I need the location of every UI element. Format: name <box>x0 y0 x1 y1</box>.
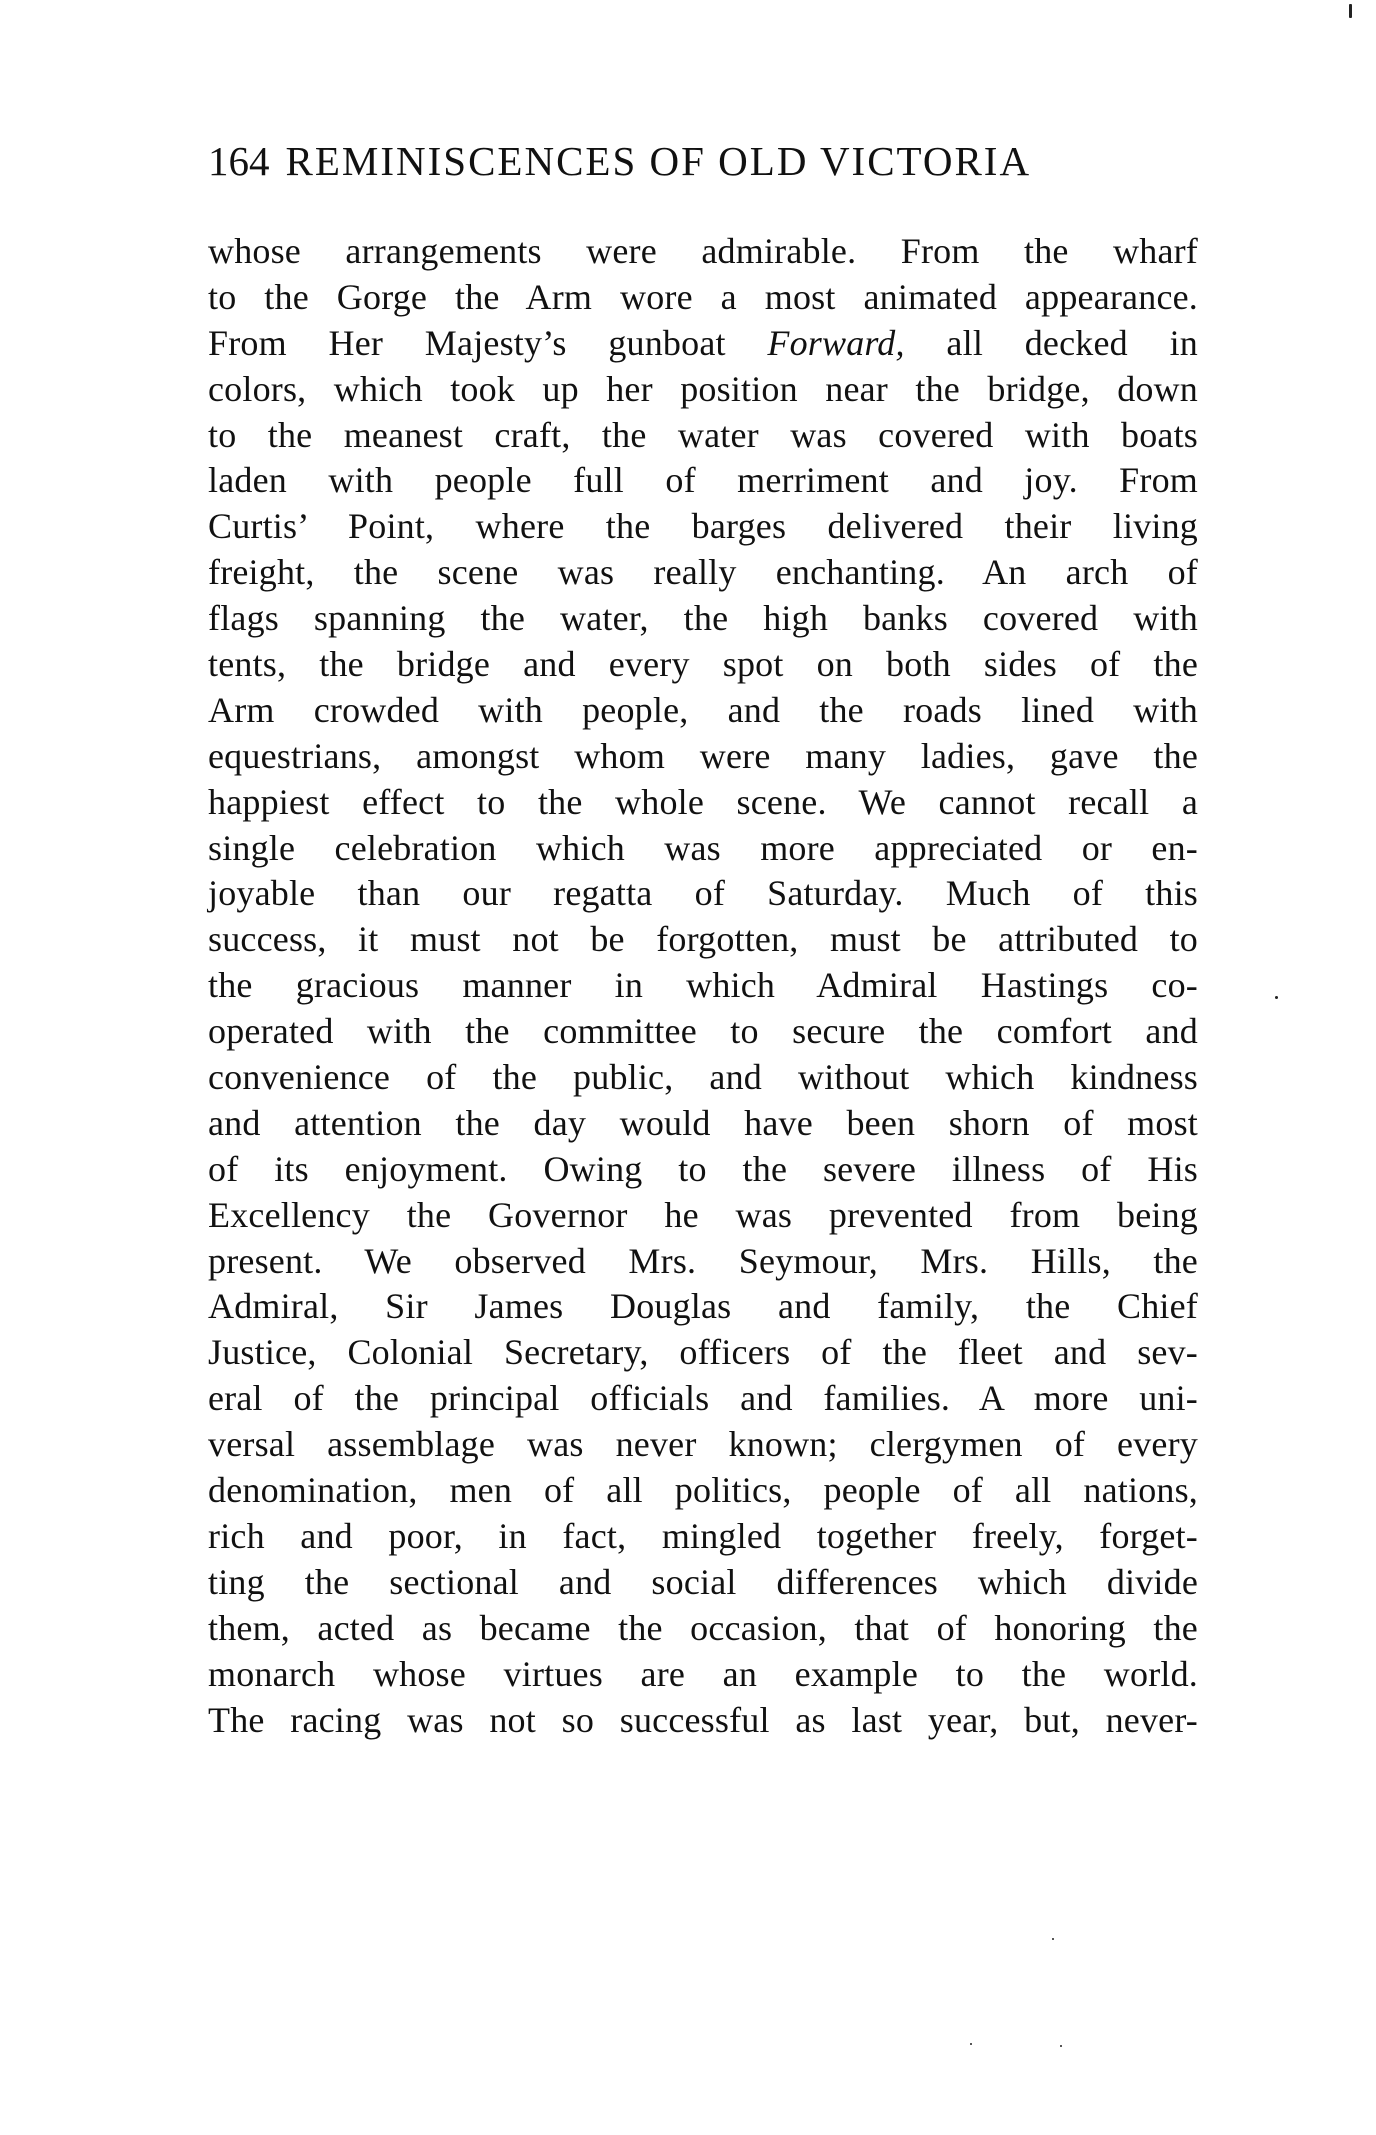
text-line: tents, the bridge and every spot on both sides of the <box>208 644 1198 685</box>
text-line: Arm crowded with people, and the roads lined with <box>208 689 1198 730</box>
text-line-segment: all decked in <box>904 322 1198 363</box>
text-line: convenience of the public, and without which kindness <box>208 1057 1198 1098</box>
text-line: them, acted as became the occasion, that of honoring the <box>208 1607 1198 1648</box>
text-line: Justice, Colonial Secretary, officers of the fleet and sev- <box>208 1332 1198 1373</box>
text-line: monarch whose virtues are an example to the world. <box>208 1653 1198 1694</box>
text-line: Excellency the Governor he was prevented from being <box>208 1194 1198 1235</box>
text-line: The racing was not so successful as last year, but, never- <box>208 1699 1198 1740</box>
scan-speck <box>1349 4 1352 18</box>
running-title: REMINISCENCES OF OLD VICTORIA <box>285 138 1032 184</box>
text-line: operated with the committee to secure the comfort and <box>208 1011 1198 1052</box>
text-line: whose arrangements were admirable. From the wharf <box>208 231 1198 271</box>
text-line: to the Gorge the Arm wore a most animated appearance. <box>208 276 1198 317</box>
text-line: colors, which took up her position near the bridge, down <box>208 368 1198 409</box>
text-line: and attention the day would have been shorn of most <box>208 1102 1198 1143</box>
scan-speck <box>1052 1938 1054 1940</box>
running-header <box>208 133 1198 189</box>
scan-speck <box>1060 2045 1062 2047</box>
text-line: success, it must not be forgotten, must be attributed to <box>208 919 1198 960</box>
text-line: versal assemblage was never known; clergymen of every <box>208 1424 1198 1465</box>
text-line: single celebration which was more appreciated or en- <box>208 827 1198 868</box>
text-line: denomination, men of all politics, people of all nations, <box>208 1470 1198 1511</box>
text-line: laden with people full of merriment and joy. From <box>208 460 1198 501</box>
text-line: of its enjoyment. Owing to the severe illness of His <box>208 1148 1198 1189</box>
scan-speck <box>1275 996 1278 999</box>
text-line: flags spanning the water, the high banks covered with <box>208 598 1198 639</box>
text-line: Curtis’ Point, where the barges delivered their living <box>208 506 1198 547</box>
text-line: joyable than our regatta of Saturday. Much of this <box>208 873 1198 914</box>
page-number: 164 <box>208 138 270 184</box>
text-line: ting the sectional and social differences which divide <box>208 1561 1198 1602</box>
text-line: rich and poor, in fact, mingled together freely, forget- <box>208 1515 1198 1556</box>
text-line: Admiral, Sir James Douglas and family, the Chief <box>208 1286 1198 1327</box>
text-line: equestrians, amongst whom were many ladies, gave the <box>208 735 1198 776</box>
text-line: present. We observed Mrs. Seymour, Mrs. Hills, the <box>208 1240 1198 1281</box>
text-line: the gracious manner in which Admiral Hastings co- <box>208 965 1198 1006</box>
text-line: to the meanest craft, the water was covered with boats <box>208 414 1198 455</box>
ship-name-italic: Forward, <box>767 322 905 363</box>
body-paragraph <box>208 229 1198 1743</box>
text-line <box>208 321 1198 367</box>
text-line-segment: From Her Majesty’s gunboat <box>208 322 768 363</box>
text-line: happiest effect to the whole scene. We cannot recall a <box>208 781 1198 822</box>
text-line: eral of the principal officials and families. A more uni- <box>208 1378 1198 1419</box>
text-line: freight, the scene was really enchanting. An arch of <box>208 552 1198 593</box>
scan-speck <box>970 2043 972 2045</box>
